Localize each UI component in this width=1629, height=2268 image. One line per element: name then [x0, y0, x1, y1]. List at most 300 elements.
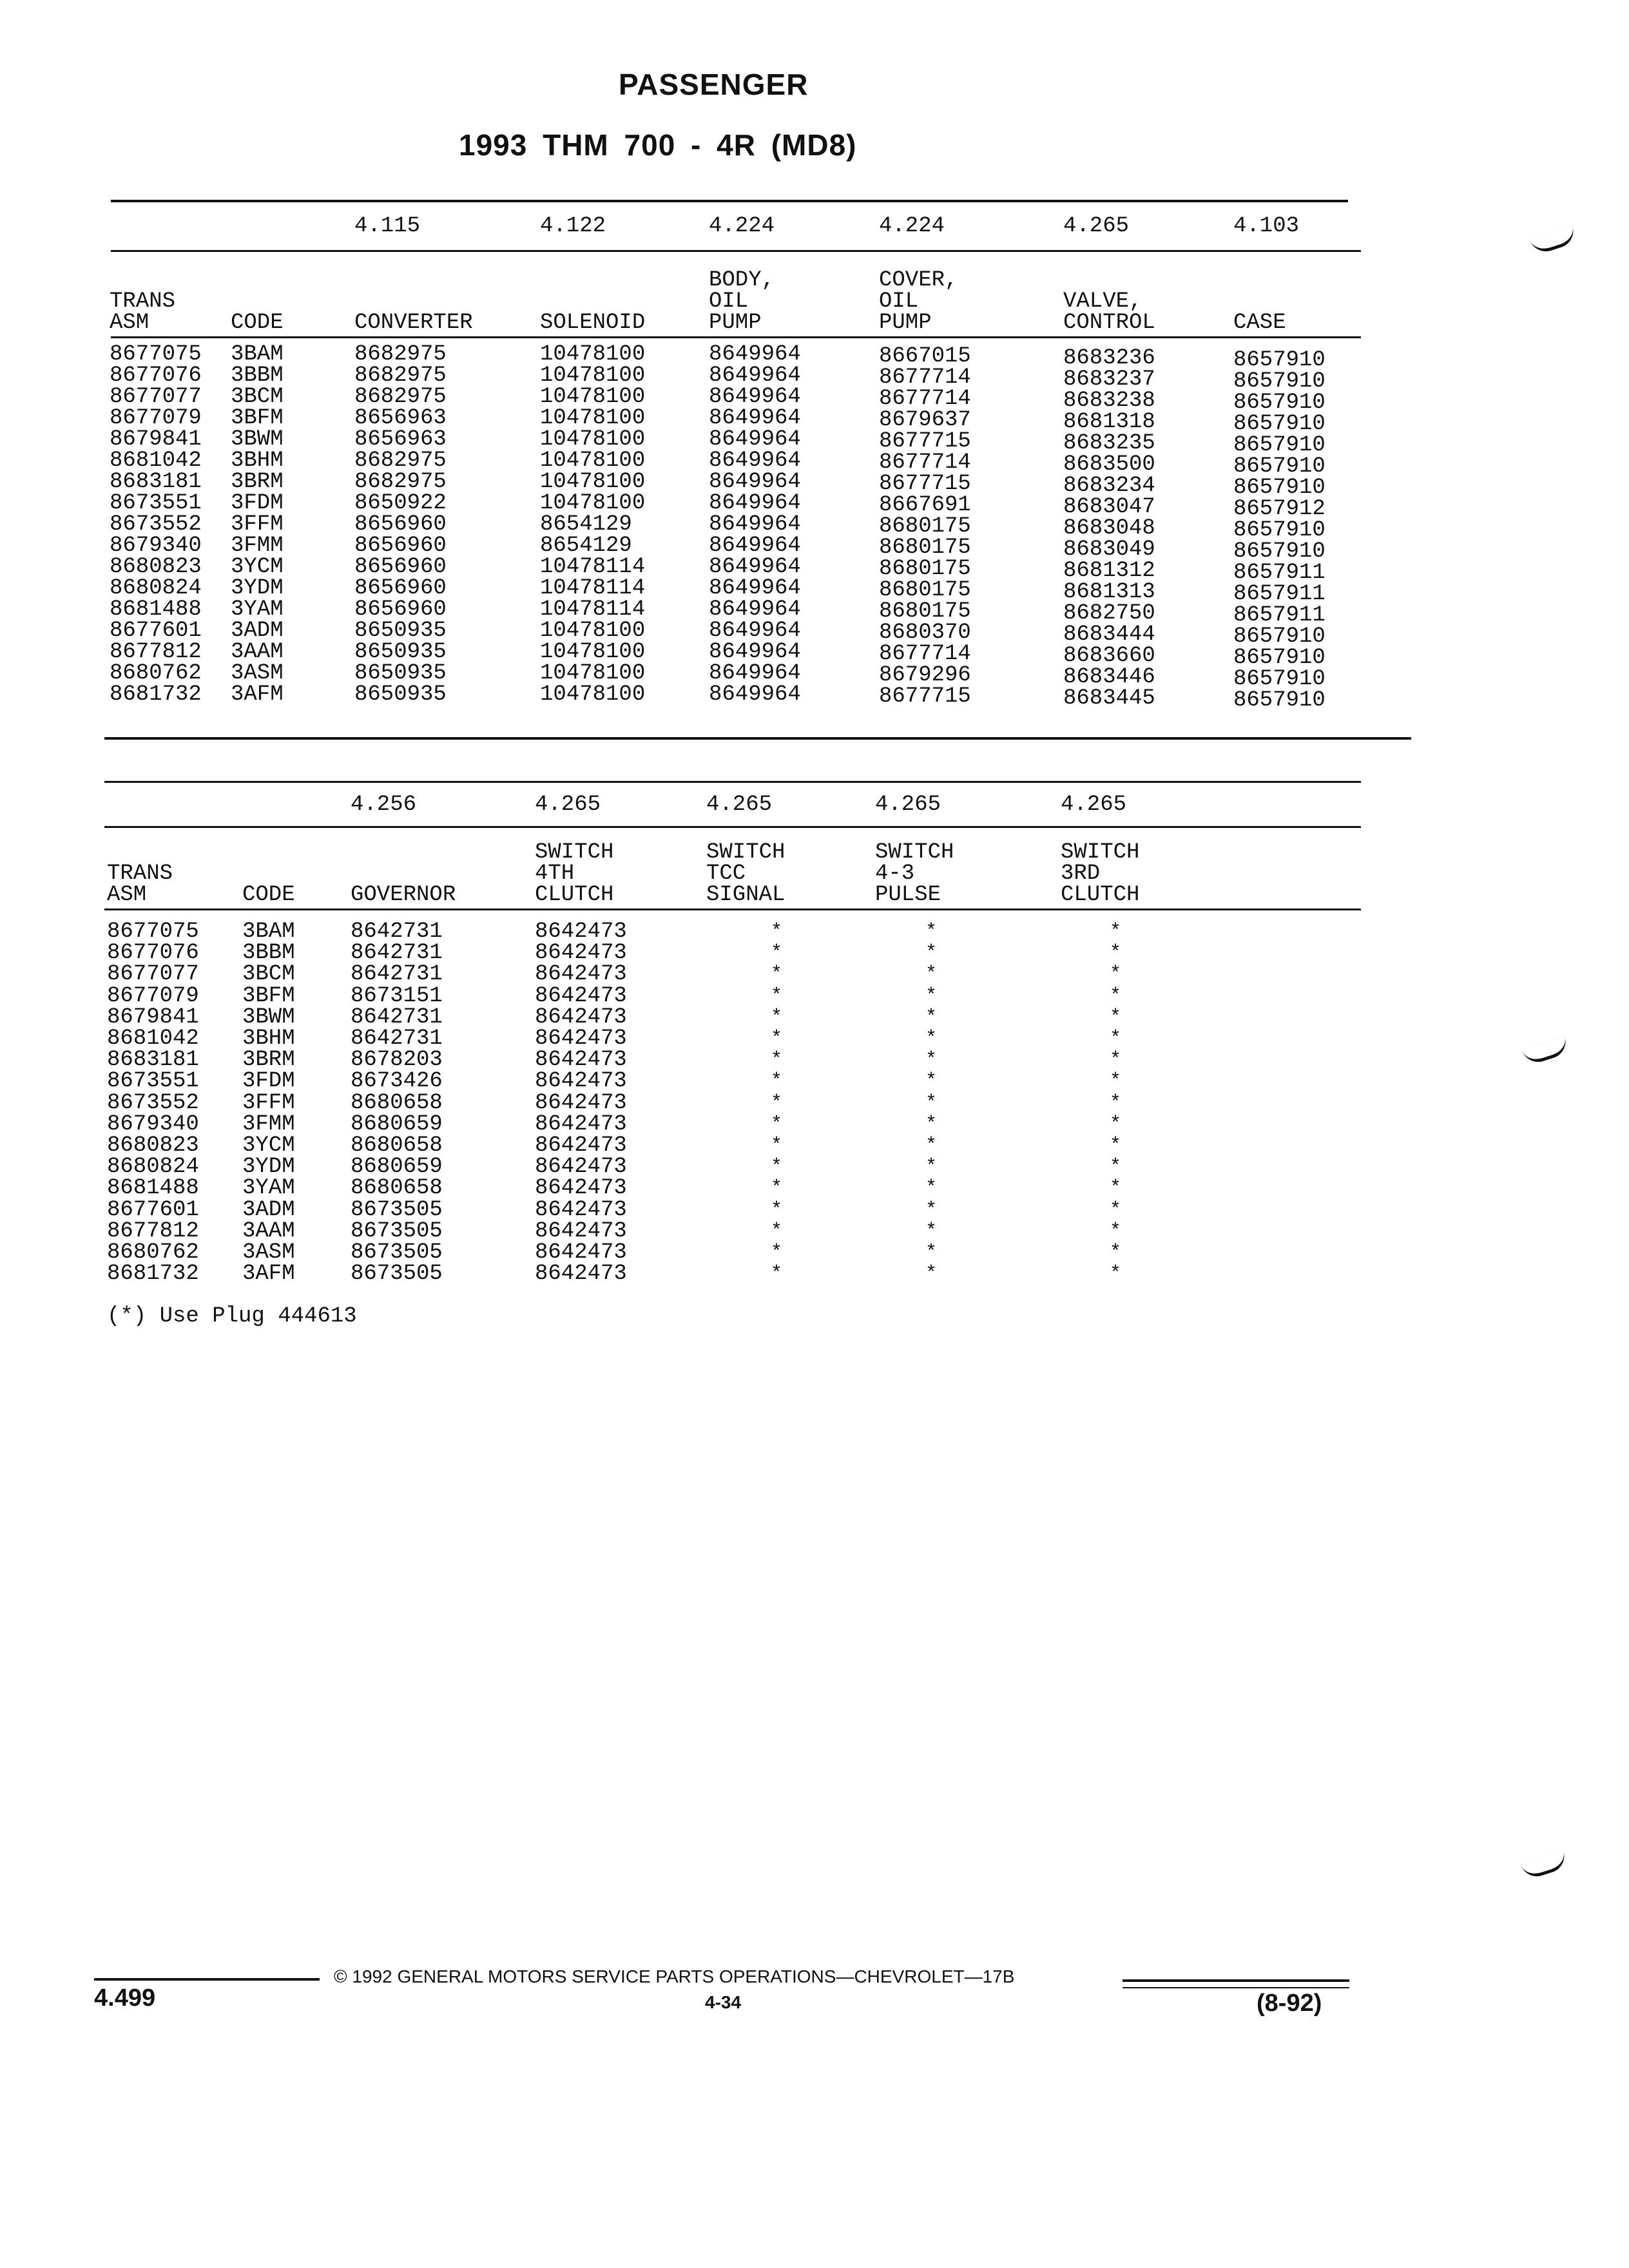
- table-cell: 8667691: [879, 493, 971, 517]
- table-cell: 8680175: [879, 578, 971, 602]
- asterisk-mark: *: [1110, 1006, 1122, 1028]
- table-cell: 8677715: [879, 684, 971, 709]
- table-cell: 8680659: [351, 1155, 443, 1180]
- table-cell: 8657910: [1233, 454, 1325, 479]
- table1-top-rule: [111, 200, 1348, 202]
- table-cell: 8683181: [110, 470, 202, 494]
- table-cell: 8677077: [110, 385, 202, 409]
- asterisk-mark: *: [771, 1028, 783, 1050]
- table-cell: 3ADM: [242, 1197, 295, 1222]
- table-cell: 8677714: [879, 387, 971, 411]
- table-cell: 8673551: [110, 491, 202, 515]
- table-cell: 8680658: [351, 1133, 443, 1158]
- table-cell: 3BWM: [242, 1004, 295, 1030]
- section-number: 4.265: [1063, 214, 1130, 238]
- table-cell: 3BFM: [242, 983, 295, 1008]
- table-cell: 8683660: [1063, 644, 1155, 668]
- column-header: GOVERNOR: [351, 883, 456, 907]
- table-cell: 8642731: [351, 1026, 443, 1051]
- table-cell: 8649964: [709, 661, 801, 686]
- table-cell: 8683238: [1063, 389, 1155, 413]
- table-cell: 3ASM: [231, 661, 284, 686]
- asterisk-mark: *: [771, 1135, 783, 1157]
- footer-date-code: (8-92): [1257, 1990, 1322, 2017]
- asterisk-mark: *: [1110, 1242, 1122, 1264]
- asterisk-mark: *: [925, 1049, 938, 1072]
- table-cell: 10478100: [540, 661, 646, 686]
- table-cell: 8642473: [535, 1026, 627, 1051]
- table-cell: 8642473: [535, 1090, 627, 1115]
- table-cell: 3AFM: [231, 682, 284, 707]
- table-cell: 8657910: [1233, 518, 1325, 543]
- table-cell: 3BWM: [231, 427, 284, 452]
- page-title: PASSENGER: [619, 68, 809, 101]
- table-cell: 3FDM: [231, 491, 284, 515]
- table-cell: 8677601: [107, 1197, 199, 1222]
- table-cell: 8642473: [535, 1133, 627, 1158]
- table-cell: 8681732: [110, 682, 202, 707]
- table-cell: 8679340: [110, 533, 202, 558]
- table-cell: 8657910: [1233, 624, 1325, 649]
- table-cell: 8649964: [709, 597, 801, 622]
- table-cell: 8642731: [351, 919, 443, 944]
- table-cell: 8682975: [354, 342, 447, 367]
- table-cell: 3BBM: [231, 363, 284, 388]
- table-cell: 3BRM: [242, 1048, 295, 1073]
- table-cell: 3BRM: [231, 470, 284, 494]
- table-cell: 8677812: [107, 1218, 199, 1244]
- table-cell: 8683500: [1063, 452, 1155, 477]
- asterisk-mark: *: [1110, 1220, 1122, 1242]
- asterisk-mark: *: [771, 1177, 783, 1200]
- table-cell: 3BHM: [242, 1026, 295, 1051]
- table-cell: 3BCM: [242, 962, 295, 987]
- binder-mark: [1522, 1036, 1570, 1066]
- table-cell: 8642473: [535, 941, 627, 966]
- table-cell: 8677714: [879, 365, 971, 390]
- table-cell: 8642473: [535, 1197, 627, 1222]
- table-cell: 8683047: [1063, 495, 1155, 519]
- table-cell: 8679637: [879, 408, 971, 432]
- table-cell: 8680823: [107, 1133, 199, 1158]
- table-cell: 8680175: [879, 535, 971, 560]
- table-cell: 3BCM: [231, 385, 284, 409]
- table-cell: 8642473: [535, 1218, 627, 1244]
- table-cell: 8683181: [107, 1048, 199, 1073]
- asterisk-mark: *: [771, 1220, 783, 1242]
- table-cell: 8649964: [709, 512, 801, 537]
- asterisk-mark: *: [771, 1049, 783, 1072]
- table-cell: 3BFM: [231, 406, 284, 430]
- table-cell: 8682750: [1063, 601, 1155, 626]
- table-cell: 8673505: [351, 1262, 443, 1287]
- table-cell: 3BBM: [242, 941, 295, 966]
- table-cell: 3FDM: [242, 1069, 295, 1094]
- table-cell: 8683446: [1063, 665, 1155, 689]
- asterisk-mark: *: [1110, 1263, 1122, 1285]
- table-cell: 8650935: [354, 640, 447, 664]
- table-cell: 8680658: [351, 1176, 443, 1201]
- asterisk-mark: *: [925, 1070, 938, 1093]
- table-cell: 10478100: [540, 363, 646, 388]
- table-cell: 8680762: [107, 1240, 199, 1265]
- table-cell: 8683237: [1063, 367, 1155, 392]
- table-cell: 8654129: [540, 533, 632, 558]
- table-cell: 8677601: [110, 619, 202, 643]
- table-cell: 8677076: [107, 941, 199, 966]
- table-cell: 8657910: [1233, 412, 1325, 436]
- asterisk-mark: *: [925, 1242, 938, 1264]
- asterisk-mark: *: [1110, 1135, 1122, 1157]
- table-cell: 8683049: [1063, 537, 1155, 562]
- asterisk-mark: *: [1110, 985, 1122, 1007]
- table-cell: 8656960: [354, 555, 447, 579]
- table-cell: 8680659: [351, 1111, 443, 1137]
- asterisk-mark: *: [1110, 1113, 1122, 1135]
- table-cell: 8657910: [1233, 433, 1325, 457]
- column-header: VALVE, CONTROL: [1063, 289, 1155, 335]
- table-cell: 10478100: [540, 448, 646, 473]
- table2-section-rule: [104, 826, 1361, 828]
- table-cell: 8673505: [351, 1240, 443, 1265]
- table-cell: 10478114: [540, 597, 646, 622]
- section-number: 4.122: [540, 214, 606, 238]
- table-cell: 8673151: [351, 983, 443, 1008]
- table-cell: 3YCM: [242, 1133, 295, 1158]
- section-number: 4.265: [1061, 793, 1127, 817]
- table-cell: 10478100: [540, 640, 646, 664]
- table-cell: 3FMM: [231, 533, 284, 558]
- table-cell: 8683236: [1063, 346, 1155, 370]
- table-cell: 8681042: [107, 1026, 199, 1051]
- asterisk-mark: *: [771, 1091, 783, 1114]
- page-subtitle: 1993 THM 700 - 4R (MD8): [459, 128, 857, 162]
- table-cell: 8650935: [354, 682, 447, 707]
- table-cell: 8657911: [1233, 603, 1325, 628]
- table-cell: 8673426: [351, 1069, 443, 1094]
- asterisk-mark: *: [1110, 1028, 1122, 1050]
- table-cell: 3BAM: [242, 919, 295, 944]
- table-cell: 8677715: [879, 472, 971, 496]
- table-cell: 8642731: [351, 941, 443, 966]
- table-cell: 8642473: [535, 1004, 627, 1030]
- table-cell: 8681042: [110, 448, 202, 473]
- table-cell: 8642473: [535, 919, 627, 944]
- table-cell: 8683444: [1063, 622, 1155, 647]
- asterisk-mark: *: [925, 1028, 938, 1050]
- table-cell: 3YDM: [242, 1155, 295, 1180]
- table-cell: 8650935: [354, 619, 447, 643]
- column-header: CODE: [242, 883, 295, 907]
- table-cell: 8656963: [354, 427, 447, 452]
- table-cell: 8657910: [1233, 369, 1325, 394]
- table-cell: 3AFM: [242, 1262, 295, 1287]
- table-cell: 8649964: [709, 491, 801, 515]
- table-cell: 8681312: [1063, 559, 1155, 583]
- table-cell: 8642473: [535, 1048, 627, 1073]
- table-cell: 8681318: [1063, 410, 1155, 434]
- asterisk-mark: *: [925, 1113, 938, 1135]
- table-cell: 8681732: [107, 1262, 199, 1287]
- table-cell: 8657910: [1233, 539, 1325, 564]
- table-cell: 8679841: [110, 427, 202, 452]
- table2-top-rule: [104, 781, 1361, 783]
- table-cell: 8649964: [709, 640, 801, 664]
- column-header: SOLENOID: [540, 311, 646, 335]
- table-cell: 8680658: [351, 1090, 443, 1115]
- table-cell: 8677715: [879, 429, 971, 454]
- section-number: 4.265: [875, 793, 941, 817]
- section-number: 4.115: [354, 214, 421, 238]
- table-cell: 3ASM: [242, 1240, 295, 1265]
- table-cell: 8650935: [354, 661, 447, 686]
- table-cell: 8657910: [1233, 390, 1325, 415]
- footer-rule-right: [1123, 1979, 1349, 1982]
- asterisk-mark: *: [771, 1113, 783, 1135]
- asterisk-mark: *: [925, 963, 938, 986]
- section-number: 4.256: [351, 793, 417, 817]
- asterisk-mark: *: [1110, 1198, 1122, 1221]
- table-cell: 8649964: [709, 533, 801, 558]
- table-cell: 10478100: [540, 491, 646, 515]
- asterisk-mark: *: [1110, 1049, 1122, 1072]
- asterisk-mark: *: [1110, 942, 1122, 965]
- table-cell: 8649964: [709, 427, 801, 452]
- table-cell: 8642731: [351, 1004, 443, 1030]
- table-cell: 10478100: [540, 619, 646, 643]
- table-cell: 8683445: [1063, 686, 1155, 711]
- asterisk-mark: *: [771, 1263, 783, 1285]
- asterisk-mark: *: [925, 1091, 938, 1114]
- column-header: CASE: [1233, 311, 1286, 335]
- table-cell: 8679841: [107, 1004, 199, 1030]
- asterisk-mark: *: [925, 1156, 938, 1178]
- table-cell: 8649964: [709, 682, 801, 707]
- table-cell: 10478114: [540, 555, 646, 579]
- table-cell: 8680175: [879, 557, 971, 581]
- table-cell: 8682975: [354, 470, 447, 494]
- table-cell: 8680175: [879, 599, 971, 624]
- table-cell: 8680175: [879, 514, 971, 539]
- column-header: SWITCH TCC SIGNAL: [706, 840, 786, 907]
- table-cell: 8649964: [709, 619, 801, 643]
- column-header: SWITCH 4-3 PULSE: [875, 840, 954, 907]
- table-cell: 8657910: [1233, 667, 1325, 691]
- table-cell: 8680824: [110, 576, 202, 601]
- table-cell: 8677075: [110, 342, 202, 367]
- asterisk-mark: *: [1110, 1177, 1122, 1200]
- table-cell: 8650922: [354, 491, 447, 515]
- table-cell: 8657910: [1233, 646, 1325, 670]
- table-cell: 8682975: [354, 385, 447, 409]
- table-cell: 8642473: [535, 1262, 627, 1287]
- asterisk-mark: *: [925, 1198, 938, 1221]
- table-cell: 8681488: [110, 597, 202, 622]
- asterisk-mark: *: [771, 921, 783, 943]
- column-header: SWITCH 4TH CLUTCH: [535, 840, 614, 907]
- table-cell: 8657911: [1233, 561, 1325, 585]
- table-cell: 3AAM: [242, 1218, 295, 1244]
- table-cell: 8673551: [107, 1069, 199, 1094]
- table-cell: 8677812: [110, 640, 202, 664]
- column-header: BODY, OIL PUMP: [709, 268, 775, 335]
- table-cell: 8677079: [107, 983, 199, 1008]
- table1-bottom-rule: [104, 737, 1411, 740]
- table-cell: 8649964: [709, 470, 801, 494]
- table-cell: 3BHM: [231, 448, 284, 473]
- footer-left-number: 4.499: [94, 1984, 156, 2012]
- table-cell: 3YCM: [231, 555, 284, 579]
- table-cell: 3FFM: [231, 512, 284, 537]
- table-cell: 8656960: [354, 576, 447, 601]
- table-cell: 8673505: [351, 1197, 443, 1222]
- table-cell: 8649964: [709, 342, 801, 367]
- table-cell: 8649964: [709, 406, 801, 430]
- table-cell: 8682975: [354, 448, 447, 473]
- asterisk-mark: *: [925, 1177, 938, 1200]
- table-cell: 8677075: [107, 919, 199, 944]
- table-cell: 8679340: [107, 1111, 199, 1137]
- section-number: 4.103: [1233, 214, 1300, 238]
- table-cell: 8656960: [354, 597, 447, 622]
- column-header: SWITCH 3RD CLUTCH: [1061, 840, 1140, 907]
- table-cell: 8667015: [879, 344, 971, 369]
- table-cell: 8656963: [354, 406, 447, 430]
- asterisk-mark: *: [925, 1263, 938, 1285]
- table-cell: 8649964: [709, 448, 801, 473]
- asterisk-mark: *: [925, 942, 938, 965]
- table-cell: 8679296: [879, 663, 971, 687]
- table-cell: 10478100: [540, 385, 646, 409]
- asterisk-mark: *: [771, 963, 783, 986]
- asterisk-mark: *: [925, 1220, 938, 1242]
- table-cell: 8680370: [879, 620, 971, 645]
- column-header: CONVERTER: [354, 311, 473, 335]
- section-number: 4.224: [879, 214, 945, 238]
- table-cell: 10478100: [540, 427, 646, 452]
- table-cell: 3FFM: [242, 1090, 295, 1115]
- column-header: TRANS ASM: [110, 289, 176, 335]
- table-cell: 8654129: [540, 512, 632, 537]
- asterisk-mark: *: [771, 1006, 783, 1028]
- section-number: 4.265: [535, 793, 601, 817]
- table-cell: 10478100: [540, 342, 646, 367]
- table-cell: 3YAM: [242, 1176, 295, 1201]
- table-cell: 8642731: [351, 962, 443, 987]
- table-cell: 8642473: [535, 1240, 627, 1265]
- table-cell: 8642473: [535, 1155, 627, 1180]
- table-cell: 8677714: [879, 642, 971, 666]
- table-cell: 8657910: [1233, 348, 1325, 372]
- column-header: TRANS ASM: [107, 861, 173, 907]
- table1-header-rule: [111, 336, 1361, 338]
- table-cell: 8642473: [535, 1069, 627, 1094]
- asterisk-mark: *: [771, 985, 783, 1007]
- column-header: COVER, OIL PUMP: [879, 268, 958, 335]
- table-cell: 8680762: [110, 661, 202, 686]
- asterisk-mark: *: [925, 985, 938, 1007]
- table-cell: 8642473: [535, 962, 627, 987]
- table1-section-rule: [111, 250, 1361, 252]
- table-cell: 8683235: [1063, 431, 1155, 456]
- table-cell: 8683234: [1063, 474, 1155, 498]
- asterisk-mark: *: [771, 1242, 783, 1264]
- binder-mark: [1530, 226, 1578, 256]
- table-cell: 8683048: [1063, 516, 1155, 541]
- asterisk-mark: *: [1110, 1156, 1122, 1178]
- asterisk-mark: *: [925, 1135, 938, 1157]
- table-cell: 8677714: [879, 450, 971, 475]
- table-cell: 8680824: [107, 1155, 199, 1180]
- table-cell: 3YDM: [231, 576, 284, 601]
- table-cell: 8673552: [107, 1090, 199, 1115]
- table-cell: 8649964: [709, 576, 801, 601]
- table-cell: 3AAM: [231, 640, 284, 664]
- asterisk-mark: *: [771, 1198, 783, 1221]
- table-cell: 8642473: [535, 983, 627, 1008]
- table-cell: 3ADM: [231, 619, 284, 643]
- table-cell: 10478114: [540, 576, 646, 601]
- column-header: CODE: [231, 311, 284, 335]
- table-cell: 8657910: [1233, 688, 1325, 713]
- asterisk-mark: *: [771, 1156, 783, 1178]
- table-cell: 8680823: [110, 555, 202, 579]
- table-cell: 8678203: [351, 1048, 443, 1073]
- section-number: 4.224: [709, 214, 775, 238]
- table-cell: 8649964: [709, 385, 801, 409]
- section-number: 4.265: [706, 793, 773, 817]
- table-cell: 8681488: [107, 1176, 199, 1201]
- asterisk-mark: *: [771, 1070, 783, 1093]
- table-cell: 3FMM: [242, 1111, 295, 1137]
- table-cell: 3YAM: [231, 597, 284, 622]
- table-cell: 10478100: [540, 470, 646, 494]
- footer-copyright: © 1992 GENERAL MOTORS SERVICE PARTS OPERATIONS—CHEVROLET—17B: [334, 1966, 1015, 1986]
- table-cell: 8677077: [107, 962, 199, 987]
- footnote: (*) Use Plug 444613: [107, 1304, 357, 1329]
- table-cell: 8642473: [535, 1176, 627, 1201]
- table-cell: 8681313: [1063, 580, 1155, 604]
- table-cell: 3BAM: [231, 342, 284, 367]
- table-cell: 8656960: [354, 533, 447, 558]
- asterisk-mark: *: [925, 1006, 938, 1028]
- table-cell: 8682975: [354, 363, 447, 388]
- table-cell: 8657910: [1233, 476, 1325, 500]
- footer-rule-lower: [1123, 1987, 1349, 1988]
- table-cell: 8673505: [351, 1218, 443, 1244]
- footer-rule-left: [94, 1978, 320, 1981]
- table-cell: 8657912: [1233, 497, 1325, 521]
- table-cell: 8677079: [110, 406, 202, 430]
- table-cell: 8673552: [110, 512, 202, 537]
- table2-header-rule: [104, 908, 1361, 910]
- table-cell: 10478100: [540, 682, 646, 707]
- table-cell: 8657911: [1233, 582, 1325, 606]
- asterisk-mark: *: [1110, 1091, 1122, 1114]
- table-cell: 10478100: [540, 406, 646, 430]
- asterisk-mark: *: [925, 921, 938, 943]
- table-cell: 8656960: [354, 512, 447, 537]
- table-cell: 8649964: [709, 363, 801, 388]
- table-cell: 8642473: [535, 1111, 627, 1137]
- binder-mark: [1521, 1850, 1569, 1881]
- table-cell: 8677076: [110, 363, 202, 388]
- asterisk-mark: *: [1110, 963, 1122, 986]
- footer-page-number: 4-34: [705, 1992, 742, 2012]
- asterisk-mark: *: [771, 942, 783, 965]
- asterisk-mark: *: [1110, 1070, 1122, 1093]
- asterisk-mark: *: [1110, 921, 1122, 943]
